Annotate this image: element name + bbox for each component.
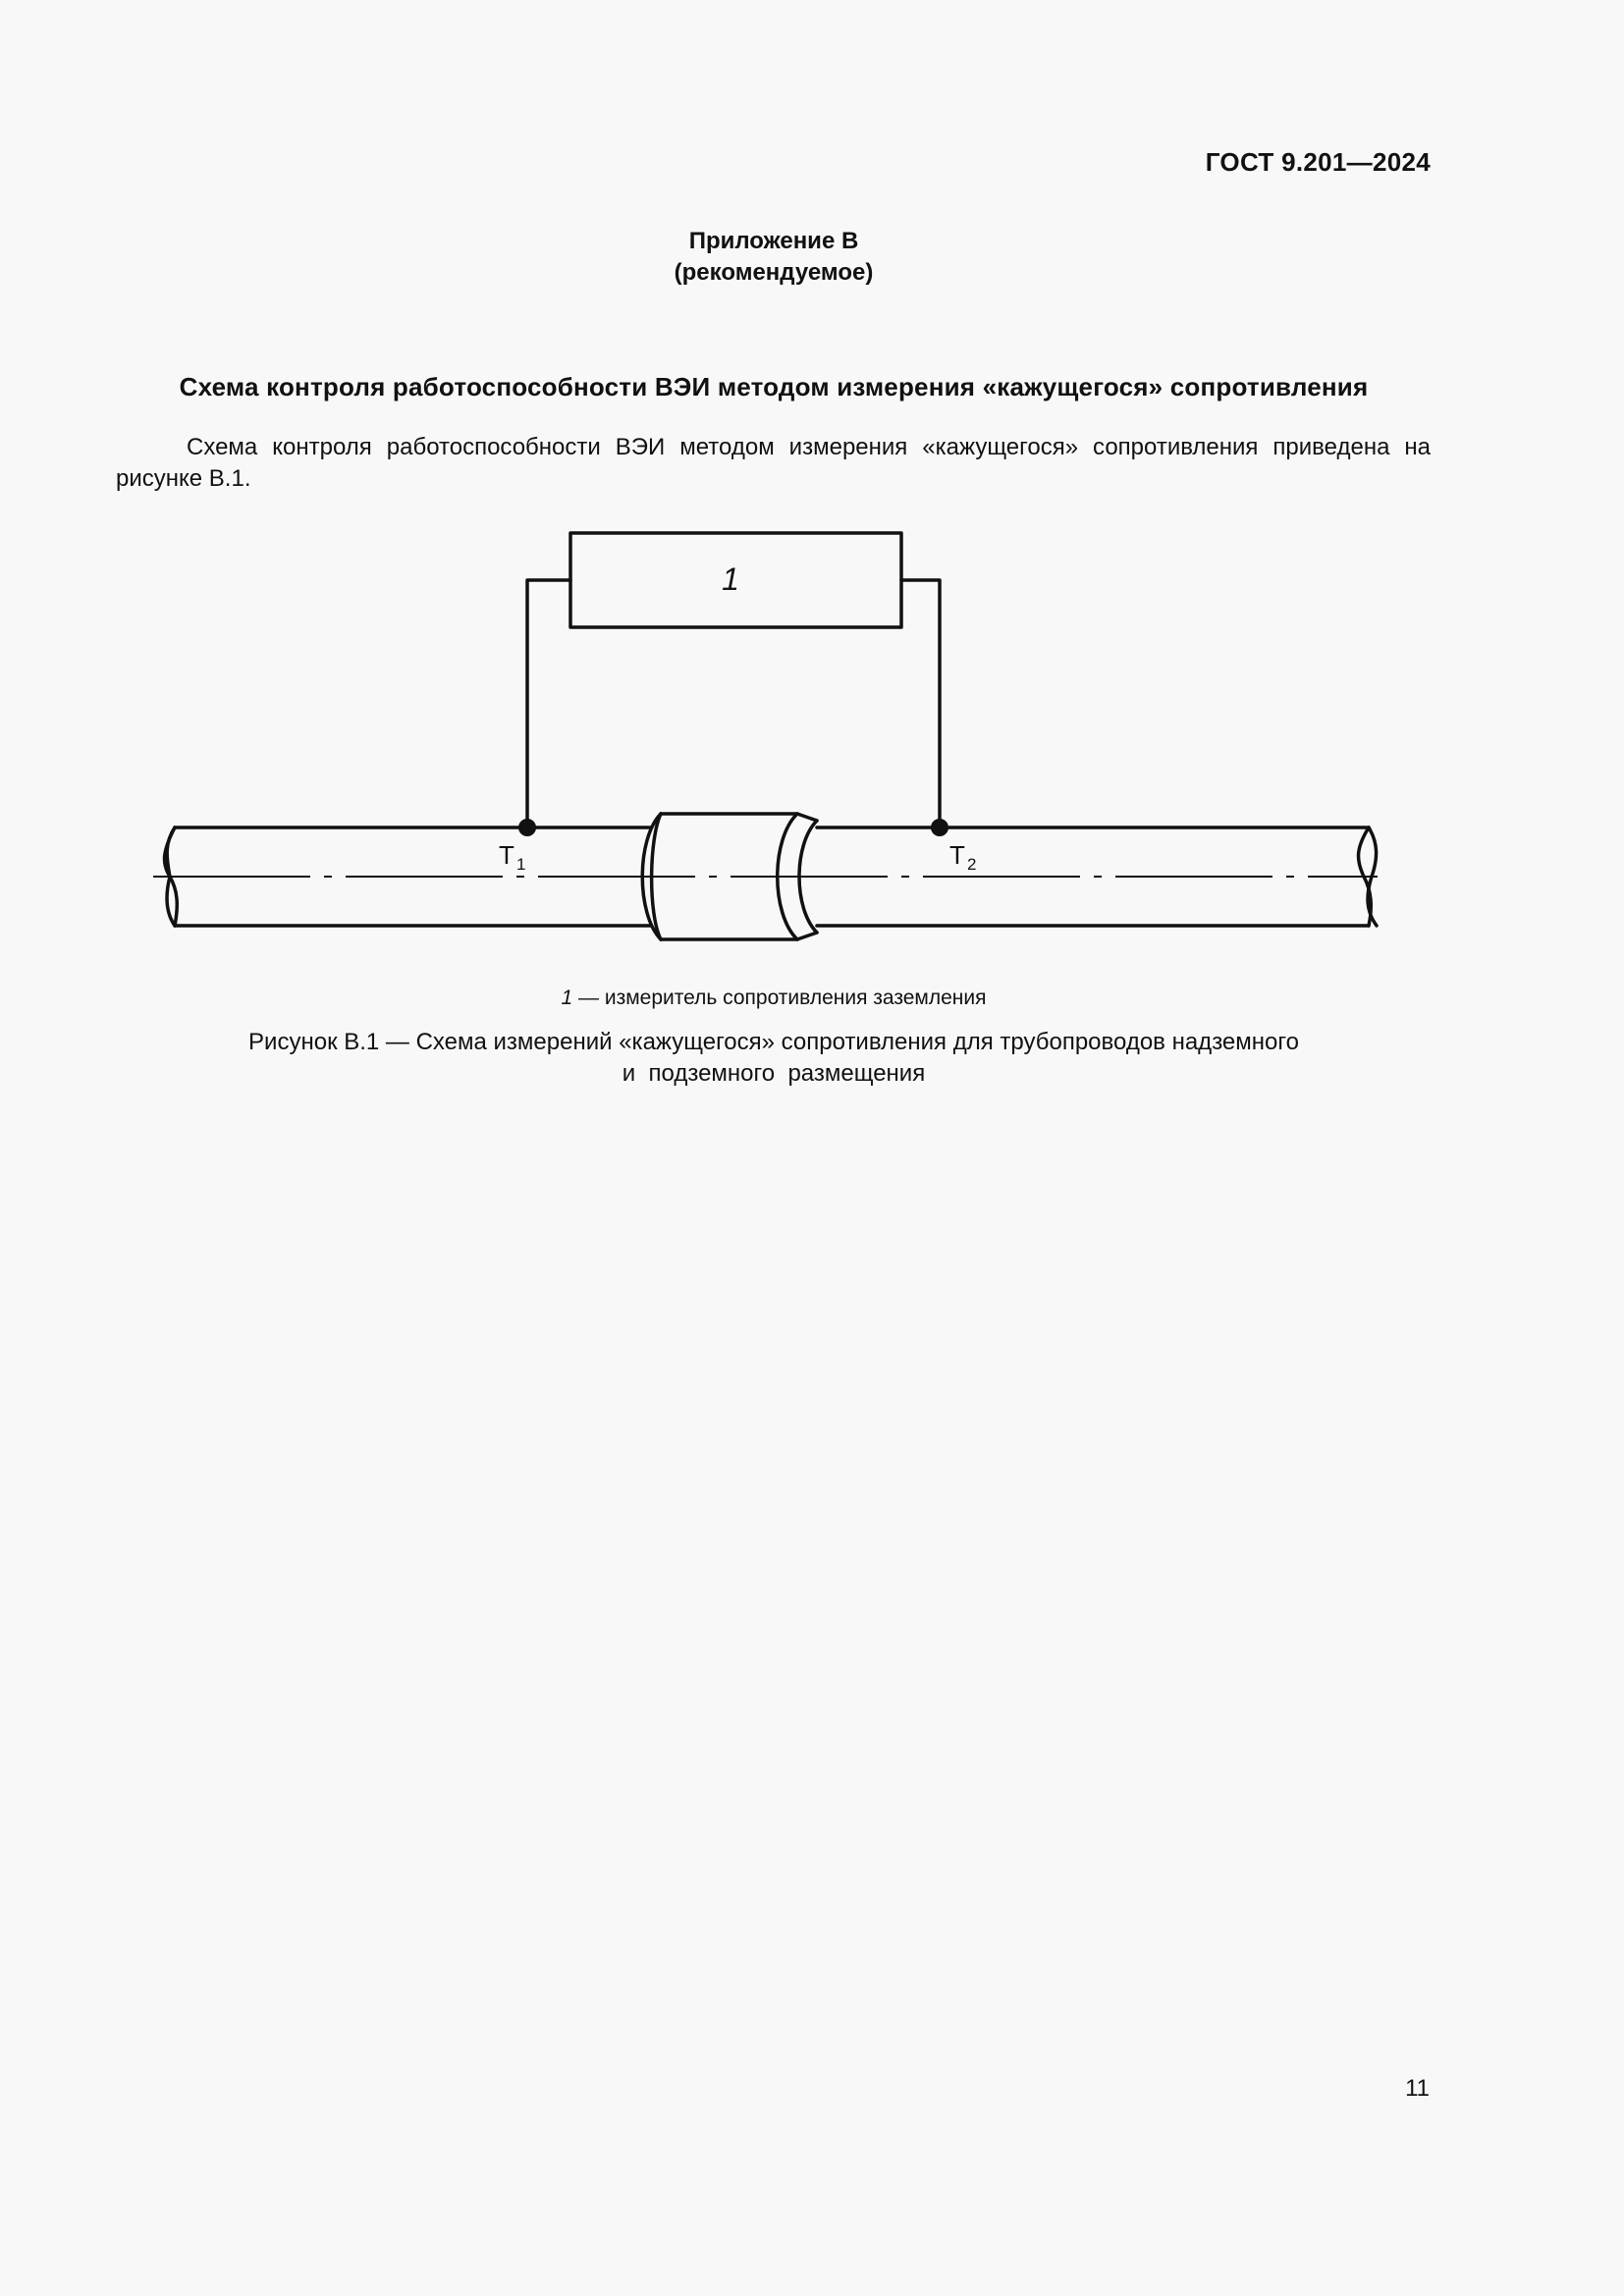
body-paragraph: Схема контроля работоспособности ВЭИ методом измерения «кажущегося» сопротивления приведена на рисунке В.1. <box>116 434 1431 492</box>
point1-label: Т <box>499 840 514 870</box>
meter-box-label: 1 <box>722 561 739 597</box>
lead-right <box>901 580 940 828</box>
measure-point-t2 <box>931 819 948 836</box>
annex-status: (рекомендуемое) <box>674 259 874 286</box>
annex-title: Приложение В <box>688 228 859 254</box>
figure-legend <box>0 987 1547 1010</box>
lead-left <box>527 580 570 828</box>
document-code: ГОСТ 9.201—2024 <box>1205 147 1431 177</box>
point2-label: Т <box>949 840 965 870</box>
legend-number: 1 <box>561 987 573 1009</box>
section-title: Схема контроля работоспособности ВЭИ методом измерения «кажущегося» сопротивления <box>179 372 1369 401</box>
figure-caption <box>0 1027 1547 1090</box>
caption-line-1: Рисунок В.1 — Схема измерений «кажущегося» сопротивления для трубопроводов надземного <box>248 1029 1299 1055</box>
point1-subscript: 1 <box>516 855 526 874</box>
caption-line-2: и подземного размещения <box>622 1060 926 1087</box>
measure-point-t1 <box>518 819 536 836</box>
figure-diagram <box>0 0 1624 982</box>
point2-subscript: 2 <box>967 855 977 874</box>
page-number: 11 <box>1405 2075 1430 2102</box>
legend-text: — измеритель сопротивления заземления <box>572 987 987 1009</box>
